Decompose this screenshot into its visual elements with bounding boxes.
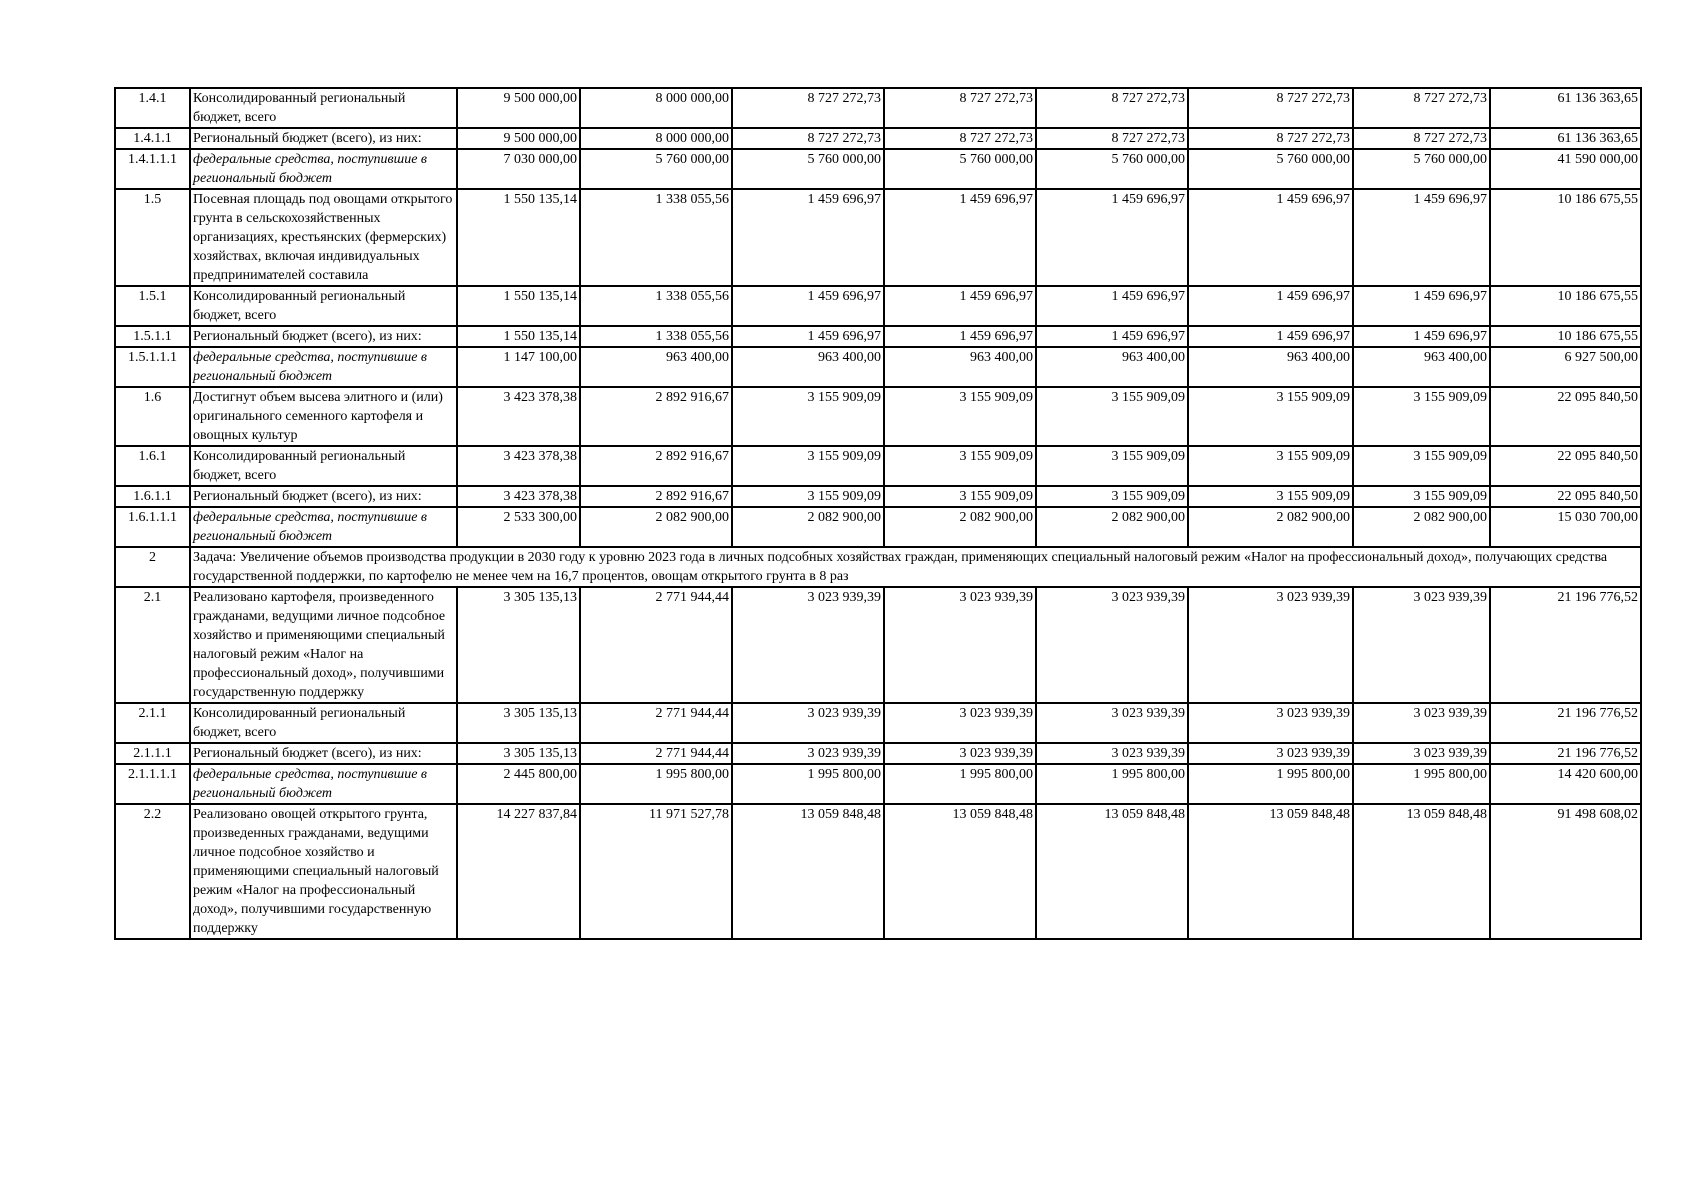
table-row: [115, 703, 1641, 743]
value-cell: 8 727 272,73: [1353, 88, 1490, 128]
value-cell: 2 892 916,67: [580, 387, 732, 446]
value-cell: 2 082 900,00: [732, 507, 884, 547]
row-label: Консолидированный региональный бюджет, всего: [190, 88, 457, 128]
value-cell: 8 727 272,73: [1188, 128, 1353, 149]
total-cell: 21 196 776,52: [1490, 587, 1641, 703]
value-cell: 1 459 696,97: [732, 189, 884, 286]
total-cell: 14 420 600,00: [1490, 764, 1641, 804]
total-cell: 22 095 840,50: [1490, 446, 1641, 486]
value-cell: 11 971 527,78: [580, 804, 732, 939]
value-cell: 2 771 944,44: [580, 587, 732, 703]
value-cell: 3 305 135,13: [457, 587, 580, 703]
table-row: [115, 347, 1641, 387]
value-cell: 5 760 000,00: [1188, 149, 1353, 189]
value-cell: 3 155 909,09: [884, 387, 1036, 446]
row-label: Реализовано картофеля, произведенного гражданами, ведущими личное подсобное хозяйство и применяющими специальный налоговый режим «Налог на профессиональный доход», получившими государственную поддержку: [190, 587, 457, 703]
value-cell: 3 023 939,39: [1353, 587, 1490, 703]
row-number: 1.4.1: [115, 88, 190, 128]
value-cell: 3 155 909,09: [732, 446, 884, 486]
table-row: [115, 587, 1641, 703]
row-number: 1.5.1.1: [115, 326, 190, 347]
row-number: 2: [115, 547, 190, 587]
value-cell: 14 227 837,84: [457, 804, 580, 939]
value-cell: 1 459 696,97: [884, 189, 1036, 286]
value-cell: 1 995 800,00: [884, 764, 1036, 804]
table-row: [115, 764, 1641, 804]
table-row: [115, 387, 1641, 446]
value-cell: 1 459 696,97: [1036, 286, 1188, 326]
row-label: Региональный бюджет (всего), из них:: [190, 326, 457, 347]
table-row: [115, 486, 1641, 507]
value-cell: 2 082 900,00: [580, 507, 732, 547]
row-label: Консолидированный региональный бюджет, всего: [190, 286, 457, 326]
row-number: 1.4.1.1: [115, 128, 190, 149]
value-cell: 5 760 000,00: [732, 149, 884, 189]
value-cell: 2 771 944,44: [580, 703, 732, 743]
value-cell: 13 059 848,48: [1188, 804, 1353, 939]
value-cell: 3 023 939,39: [1036, 703, 1188, 743]
value-cell: 1 459 696,97: [1188, 326, 1353, 347]
value-cell: 5 760 000,00: [1353, 149, 1490, 189]
value-cell: 3 023 939,39: [1188, 743, 1353, 764]
value-cell: 5 760 000,00: [580, 149, 732, 189]
row-number: 2.1: [115, 587, 190, 703]
federal-funds-label: федеральные средства, поступившие в региональный бюджет: [190, 347, 457, 387]
row-number: 1.6.1: [115, 446, 190, 486]
value-cell: 3 155 909,09: [1188, 486, 1353, 507]
value-cell: 1 995 800,00: [1036, 764, 1188, 804]
row-number: 1.6: [115, 387, 190, 446]
value-cell: 8 727 272,73: [884, 128, 1036, 149]
value-cell: 9 500 000,00: [457, 88, 580, 128]
value-cell: 2 533 300,00: [457, 507, 580, 547]
value-cell: 3 155 909,09: [1353, 486, 1490, 507]
row-number: 1.4.1.1.1: [115, 149, 190, 189]
table-row: [115, 286, 1641, 326]
row-label: Региональный бюджет (всего), из них:: [190, 743, 457, 764]
total-cell: 22 095 840,50: [1490, 387, 1641, 446]
value-cell: 3 023 939,39: [1353, 703, 1490, 743]
value-cell: 2 082 900,00: [1353, 507, 1490, 547]
value-cell: 3 423 378,38: [457, 387, 580, 446]
value-cell: 3 155 909,09: [1188, 446, 1353, 486]
value-cell: 1 459 696,97: [884, 286, 1036, 326]
task-description: Задача: Увеличение объемов производства продукции в 2030 году к уровню 2023 года в личных подсобных хозяйствах граждан, применяющих специальный налоговый режим «Налог на профессиональный доход», получающих средства государственной поддержки, по картофелю не менее чем на 16,7 процентов, овощам открытого грунта в 8 раз: [190, 547, 1641, 587]
total-cell: 61 136 363,65: [1490, 88, 1641, 128]
row-label: Консолидированный региональный бюджет, всего: [190, 703, 457, 743]
value-cell: 3 155 909,09: [1036, 446, 1188, 486]
table-row: [115, 149, 1641, 189]
value-cell: 1 459 696,97: [1353, 326, 1490, 347]
row-number: 2.1.1.1: [115, 743, 190, 764]
value-cell: 3 023 939,39: [1036, 743, 1188, 764]
value-cell: 2 892 916,67: [580, 446, 732, 486]
table-row: [115, 507, 1641, 547]
row-label: Достигнут объем высева элитного и (или) оригинального семенного картофеля и овощных культур: [190, 387, 457, 446]
value-cell: 3 023 939,39: [1188, 703, 1353, 743]
total-cell: 22 095 840,50: [1490, 486, 1641, 507]
table-row: [115, 804, 1641, 939]
value-cell: 3 155 909,09: [1188, 387, 1353, 446]
value-cell: 1 459 696,97: [1188, 286, 1353, 326]
value-cell: 1 995 800,00: [732, 764, 884, 804]
value-cell: 13 059 848,48: [1036, 804, 1188, 939]
total-cell: 91 498 608,02: [1490, 804, 1641, 939]
value-cell: 963 400,00: [1036, 347, 1188, 387]
table-row: [115, 189, 1641, 286]
value-cell: 1 995 800,00: [1188, 764, 1353, 804]
value-cell: 1 459 696,97: [1353, 286, 1490, 326]
value-cell: 3 305 135,13: [457, 703, 580, 743]
value-cell: 3 305 135,13: [457, 743, 580, 764]
value-cell: 7 030 000,00: [457, 149, 580, 189]
table-row: [115, 326, 1641, 347]
value-cell: 8 727 272,73: [732, 128, 884, 149]
value-cell: 963 400,00: [1188, 347, 1353, 387]
value-cell: 3 023 939,39: [1036, 587, 1188, 703]
value-cell: 3 155 909,09: [1353, 387, 1490, 446]
value-cell: 3 155 909,09: [1036, 486, 1188, 507]
value-cell: 3 023 939,39: [1188, 587, 1353, 703]
value-cell: 2 445 800,00: [457, 764, 580, 804]
row-number: 1.5: [115, 189, 190, 286]
value-cell: 3 023 939,39: [732, 703, 884, 743]
total-cell: 10 186 675,55: [1490, 189, 1641, 286]
value-cell: 963 400,00: [1353, 347, 1490, 387]
value-cell: 8 727 272,73: [1188, 88, 1353, 128]
row-label: Региональный бюджет (всего), из них:: [190, 128, 457, 149]
value-cell: 1 459 696,97: [732, 326, 884, 347]
value-cell: 1 459 696,97: [884, 326, 1036, 347]
row-number: 1.6.1.1: [115, 486, 190, 507]
value-cell: 5 760 000,00: [1036, 149, 1188, 189]
value-cell: 8 000 000,00: [580, 88, 732, 128]
row-label: Реализовано овощей открытого грунта, произведенных гражданами, ведущими личное подсобное хозяйство и применяющими специальный налоговый режим «Налог на профессиональный доход», получившими государственную поддержку: [190, 804, 457, 939]
federal-funds-label: федеральные средства, поступившие в региональный бюджет: [190, 764, 457, 804]
total-cell: 6 927 500,00: [1490, 347, 1641, 387]
value-cell: 3 155 909,09: [884, 486, 1036, 507]
row-number: 2.2: [115, 804, 190, 939]
value-cell: 1 995 800,00: [580, 764, 732, 804]
value-cell: 2 082 900,00: [1036, 507, 1188, 547]
value-cell: 1 550 135,14: [457, 326, 580, 347]
row-label: Региональный бюджет (всего), из них:: [190, 486, 457, 507]
value-cell: 13 059 848,48: [1353, 804, 1490, 939]
value-cell: 3 023 939,39: [884, 587, 1036, 703]
total-cell: 61 136 363,65: [1490, 128, 1641, 149]
table-row: [115, 128, 1641, 149]
row-number: 1.6.1.1.1: [115, 507, 190, 547]
value-cell: 1 459 696,97: [1188, 189, 1353, 286]
value-cell: 9 500 000,00: [457, 128, 580, 149]
value-cell: 13 059 848,48: [732, 804, 884, 939]
value-cell: 3 023 939,39: [884, 743, 1036, 764]
table-body: [115, 88, 1641, 939]
value-cell: 3 155 909,09: [1353, 446, 1490, 486]
value-cell: 8 727 272,73: [732, 88, 884, 128]
value-cell: 1 550 135,14: [457, 286, 580, 326]
row-number: 2.1.1.1.1: [115, 764, 190, 804]
value-cell: 8 727 272,73: [1036, 88, 1188, 128]
total-cell: 10 186 675,55: [1490, 286, 1641, 326]
value-cell: 3 155 909,09: [1036, 387, 1188, 446]
value-cell: 2 082 900,00: [884, 507, 1036, 547]
value-cell: 1 995 800,00: [1353, 764, 1490, 804]
total-cell: 15 030 700,00: [1490, 507, 1641, 547]
value-cell: 1 459 696,97: [732, 286, 884, 326]
value-cell: 2 082 900,00: [1188, 507, 1353, 547]
task-row: [115, 547, 1641, 587]
value-cell: 1 459 696,97: [1353, 189, 1490, 286]
row-number: 2.1.1: [115, 703, 190, 743]
row-label: Посевная площадь под овощами открытого грунта в сельскохозяйственных организациях, крестьянских (фермерских) хозяйствах, включая индивидуальных предпринимателей составила: [190, 189, 457, 286]
row-number: 1.5.1.1.1: [115, 347, 190, 387]
value-cell: 1 550 135,14: [457, 189, 580, 286]
budget-table: [114, 87, 1642, 940]
row-number: 1.5.1: [115, 286, 190, 326]
row-label: Консолидированный региональный бюджет, всего: [190, 446, 457, 486]
value-cell: 3 423 378,38: [457, 446, 580, 486]
value-cell: 963 400,00: [884, 347, 1036, 387]
value-cell: 3 155 909,09: [732, 486, 884, 507]
table-row: [115, 743, 1641, 764]
total-cell: 10 186 675,55: [1490, 326, 1641, 347]
value-cell: 8 727 272,73: [1036, 128, 1188, 149]
value-cell: 3 155 909,09: [884, 446, 1036, 486]
total-cell: 41 590 000,00: [1490, 149, 1641, 189]
value-cell: 1 459 696,97: [1036, 326, 1188, 347]
value-cell: 5 760 000,00: [884, 149, 1036, 189]
federal-funds-label: федеральные средства, поступившие в региональный бюджет: [190, 149, 457, 189]
value-cell: 13 059 848,48: [884, 804, 1036, 939]
table-row: [115, 446, 1641, 486]
value-cell: 8 727 272,73: [1353, 128, 1490, 149]
value-cell: 3 423 378,38: [457, 486, 580, 507]
value-cell: 1 338 055,56: [580, 326, 732, 347]
value-cell: 1 459 696,97: [1036, 189, 1188, 286]
table-row: [115, 88, 1641, 128]
value-cell: 3 023 939,39: [1353, 743, 1490, 764]
federal-funds-label: федеральные средства, поступившие в региональный бюджет: [190, 507, 457, 547]
value-cell: 1 147 100,00: [457, 347, 580, 387]
value-cell: 1 338 055,56: [580, 286, 732, 326]
value-cell: 1 338 055,56: [580, 189, 732, 286]
value-cell: 3 023 939,39: [884, 703, 1036, 743]
value-cell: 8 000 000,00: [580, 128, 732, 149]
total-cell: 21 196 776,52: [1490, 703, 1641, 743]
value-cell: 963 400,00: [580, 347, 732, 387]
value-cell: 2 892 916,67: [580, 486, 732, 507]
value-cell: 3 023 939,39: [732, 743, 884, 764]
value-cell: 8 727 272,73: [884, 88, 1036, 128]
value-cell: 2 771 944,44: [580, 743, 732, 764]
value-cell: 963 400,00: [732, 347, 884, 387]
value-cell: 3 155 909,09: [732, 387, 884, 446]
value-cell: 3 023 939,39: [732, 587, 884, 703]
total-cell: 21 196 776,52: [1490, 743, 1641, 764]
